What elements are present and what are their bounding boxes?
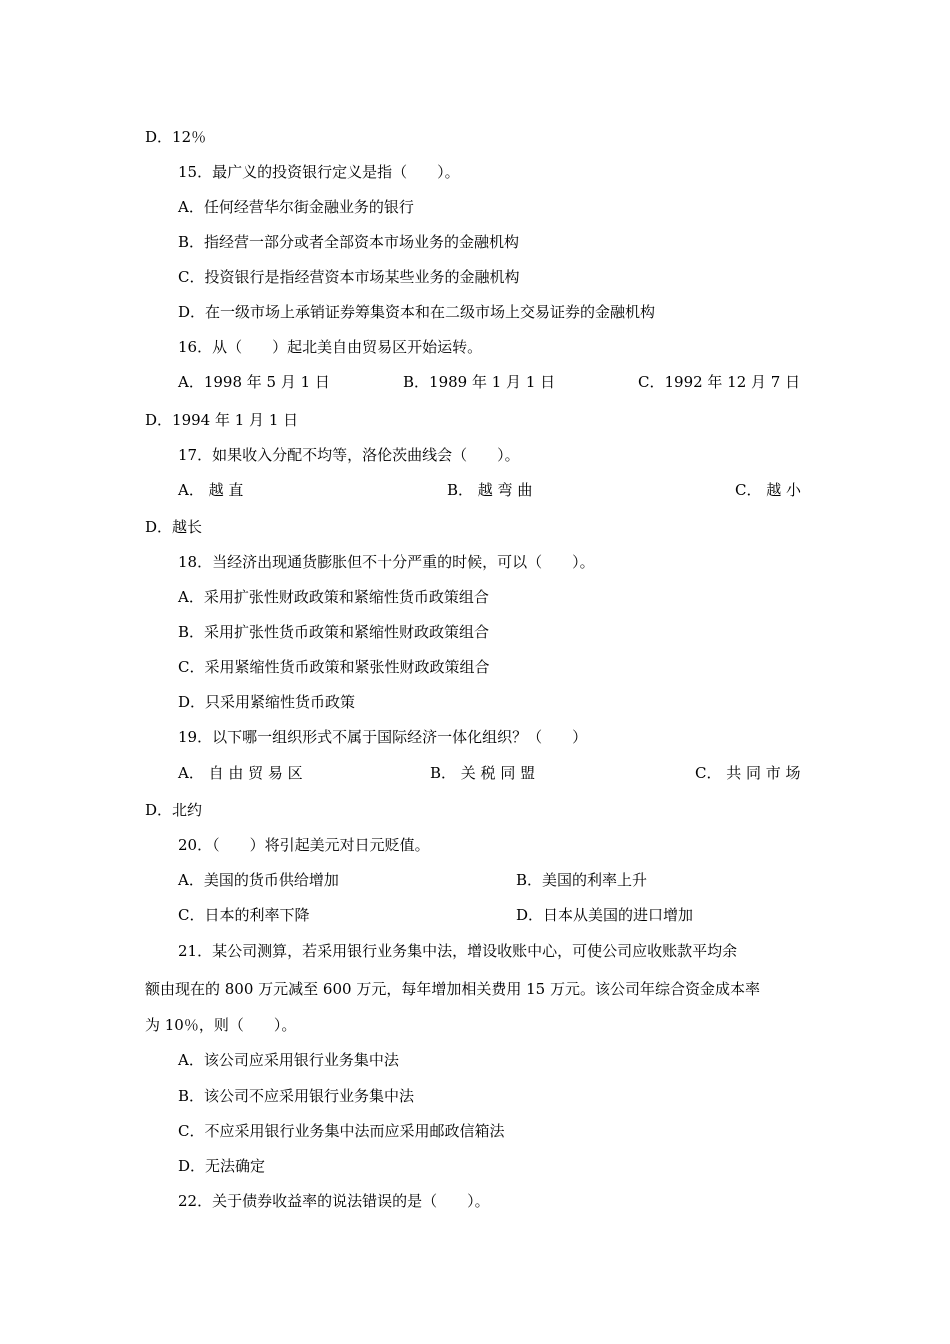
q19-option-c: C． 共 同 市 场 xyxy=(695,764,801,782)
q20-stem: 20．（ ）将引起美元对日元贬值。 xyxy=(178,836,430,854)
q18-option-d: D．只采用紧缩性货币政策 xyxy=(178,693,356,711)
q21-stem-line1: 21．某公司测算，若采用银行业务集中法，增设收账中心，可使公司应收账款平均余 xyxy=(178,942,738,960)
q21-option-c: C．不应采用银行业务集中法而应采用邮政信箱法 xyxy=(178,1122,505,1140)
q21-stem-line2: 额由现在的 800 万元减至 600 万元，每年增加相关费用 15 万元。该公司年综合资金成本率 xyxy=(145,980,760,998)
q19-option-a: A． 自 由 贸 易 区 xyxy=(178,764,303,782)
q18-stem: 18．当经济出现通货膨胀但不十分严重的时候，可以（ ）。 xyxy=(178,553,595,571)
q22-stem: 22．关于债券收益率的说法错误的是（ ）。 xyxy=(178,1192,490,1210)
q20-option-b: B．美国的利率上升 xyxy=(516,871,648,889)
q15-stem: 15．最广义的投资银行定义是指（ ）。 xyxy=(178,163,460,181)
q19-option-b: B． 关 税 同 盟 xyxy=(430,764,536,782)
q15-option-c: C．投资银行是指经营资本市场某些业务的金融机构 xyxy=(178,268,520,286)
q21-stem-line3: 为 10％，则（ ）。 xyxy=(145,1016,297,1034)
q18-option-a: A．采用扩张性财政政策和紧缩性货币政策组合 xyxy=(178,588,489,606)
q17-option-b: B． 越 弯 曲 xyxy=(447,481,533,499)
q19-stem: 19．以下哪一组织形式不属于国际经济一体化组织？（ ） xyxy=(178,728,588,746)
q17-option-c: C． 越 小 xyxy=(735,481,802,499)
q15-option-d: D．在一级市场上承销证券筹集资本和在二级市场上交易证券的金融机构 xyxy=(178,303,656,321)
q16-option-c: C．1992 年 12 月 7 日 xyxy=(638,373,801,391)
q20-option-a: A．美国的货币供给增加 xyxy=(178,871,339,889)
q21-option-d: D．无法确定 xyxy=(178,1157,266,1175)
q16-option-a: A．1998 年 5 月 1 日 xyxy=(178,373,330,391)
q20-option-c: C．日本的利率下降 xyxy=(178,906,310,924)
q15-option-b: B．指经营一部分或者全部资本市场业务的金融机构 xyxy=(178,233,520,251)
q16-option-b: B．1989 年 1 月 1 日 xyxy=(403,373,556,391)
q18-option-b: B．采用扩张性货币政策和紧缩性财政政策组合 xyxy=(178,623,490,641)
q17-option-a: A． 越 直 xyxy=(178,481,244,499)
q19-option-d: D．北约 xyxy=(145,801,203,819)
q14-option-d: D．12％ xyxy=(145,128,207,146)
q17-option-d: D．越长 xyxy=(145,518,203,536)
q17-stem: 17．如果收入分配不均等，洛伦茨曲线会（ ）。 xyxy=(178,446,520,464)
q16-option-d: D．1994 年 1 月 1 日 xyxy=(145,411,299,429)
q21-option-a: A．该公司应采用银行业务集中法 xyxy=(178,1051,399,1069)
q21-option-b: B．该公司不应采用银行业务集中法 xyxy=(178,1087,415,1105)
q15-option-a: A．任何经营华尔街金融业务的银行 xyxy=(178,198,414,216)
q16-stem: 16．从（ ）起北美自由贸易区开始运转。 xyxy=(178,338,483,356)
q18-option-c: C．采用紧缩性货币政策和紧张性财政政策组合 xyxy=(178,658,490,676)
q20-option-d: D．日本从美国的进口增加 xyxy=(516,906,694,924)
